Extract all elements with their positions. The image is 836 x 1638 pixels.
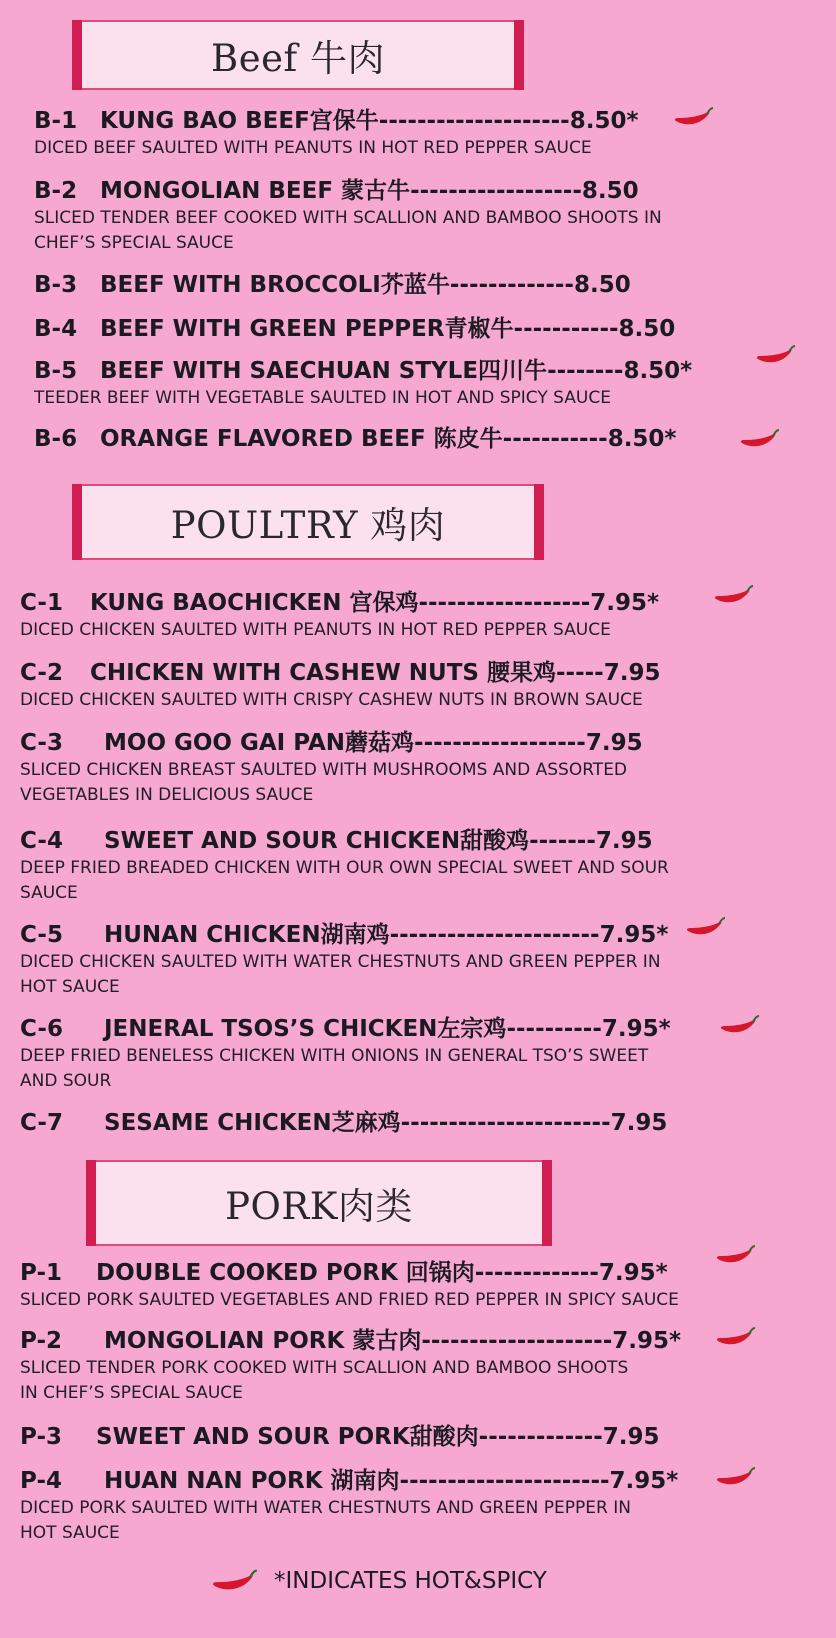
item-leader: ---------------------- <box>399 1468 610 1494</box>
item-leader: ----------- <box>513 316 619 342</box>
item-leader: ----------- <box>502 426 608 452</box>
item-leader: ------------------ <box>414 730 586 756</box>
item-description: DICED CHICKEN SAULTED WITH WATER CHESTNUTS AND GREEN PEPPER IN HOT SAUCE <box>20 952 661 997</box>
item-description: DICED BEEF SAULTED WITH PEANUTS IN HOT RED PEPPER SAUCE <box>34 138 592 158</box>
item-leader: -------------------- <box>421 1328 613 1354</box>
item-leader: ------------------ <box>410 178 582 204</box>
item-code: B-3 <box>34 272 78 298</box>
section-banner-pork <box>86 1160 552 1246</box>
item-price: 8.50* <box>623 358 693 384</box>
item-description: SLICED CHICKEN BREAST SAULTED WITH MUSHROOMS AND ASSORTED VEGETABLES IN DELICIOUS SAUCE <box>20 760 628 805</box>
menu-item-c7 <box>20 1104 667 1137</box>
menu-item-b6 <box>34 420 676 453</box>
item-name: MOO GOO GAI PAN蘑菇鸡 <box>104 730 415 756</box>
item-name: CHICKEN WITH CASHEW NUTS 腰果鸡 <box>90 660 556 686</box>
chili-pepper-icon <box>716 1244 756 1266</box>
item-price: 7.95 <box>602 1424 660 1450</box>
menu-item-b4 <box>34 310 675 343</box>
item-description: SLICED PORK SAULTED VEGETABLES AND FRIED RED PEPPER IN SPICY SAUCE <box>20 1290 679 1310</box>
item-description: DICED CHICKEN SAULTED WITH PEANUTS IN HOT RED PEPPER SAUCE <box>20 620 611 640</box>
menu-item-p1 <box>20 1254 679 1313</box>
item-price: 7.95* <box>598 1260 668 1286</box>
item-name: ORANGE FLAVORED BEEF 陈皮牛 <box>100 426 503 452</box>
item-code: P-3 <box>20 1424 63 1450</box>
item-code: B-1 <box>34 108 78 134</box>
item-code: C-6 <box>20 1016 63 1042</box>
item-price: 8.50 <box>573 272 631 298</box>
item-code: P-2 <box>20 1328 63 1354</box>
section-title-poultry: POULTRY 鸡肉 <box>170 504 446 547</box>
item-leader: ---------- <box>506 1016 602 1042</box>
chili-pepper-icon <box>740 428 780 450</box>
item-price: 8.50* <box>569 108 639 134</box>
menu-item-c1 <box>20 584 659 643</box>
item-price: 7.95 <box>595 828 653 854</box>
section-title-beef: Beef 牛肉 <box>211 37 385 80</box>
item-leader: -------- <box>547 358 624 384</box>
item-price: 7.95* <box>612 1328 682 1354</box>
item-price: 7.95* <box>601 1016 671 1042</box>
item-leader: -------------------- <box>378 108 570 134</box>
item-price: 7.95* <box>609 1468 679 1494</box>
item-code: P-1 <box>20 1260 63 1286</box>
menu-item-c6 <box>20 1010 671 1094</box>
item-name: SWEET AND SOUR PORK甜酸肉 <box>96 1424 479 1450</box>
menu-item-p2 <box>20 1322 681 1406</box>
menu-item-c3 <box>20 724 643 808</box>
item-leader: ------------- <box>478 1424 603 1450</box>
item-code: C-7 <box>20 1110 63 1136</box>
item-name: MONGOLIAN PORK 蒙古肉 <box>104 1328 422 1354</box>
item-name: BEEF WITH GREEN PEPPER青椒牛 <box>100 316 514 342</box>
spicy-legend-text: *INDICATES HOT&SPICY <box>274 1568 547 1594</box>
item-name: SWEET AND SOUR CHICKEN甜酸鸡 <box>104 828 530 854</box>
item-code: B-5 <box>34 358 78 384</box>
item-name: MONGOLIAN BEEF 蒙古牛 <box>100 178 411 204</box>
spicy-legend <box>212 1568 547 1594</box>
menu-item-b2 <box>34 172 662 256</box>
section-banner-poultry <box>72 484 544 560</box>
menu-item-b1 <box>34 102 639 161</box>
chili-pepper-icon <box>212 1568 258 1594</box>
item-name: KUNG BAOCHICKEN 宫保鸡 <box>90 590 419 616</box>
item-leader: ------- <box>529 828 596 854</box>
section-title-pork: PORK肉类 <box>225 1185 413 1228</box>
menu-item-b3 <box>34 266 631 299</box>
item-code: B-6 <box>34 426 78 452</box>
item-code: C-2 <box>20 660 63 686</box>
chili-pepper-icon <box>716 1466 756 1488</box>
item-price: 7.95* <box>599 922 669 948</box>
item-leader: ------------- <box>474 1260 599 1286</box>
item-description: DICED PORK SAULTED WITH WATER CHESTNUTS AND GREEN PEPPER IN HOT SAUCE <box>20 1498 631 1543</box>
item-price: 7.95 <box>603 660 661 686</box>
item-leader: ---------------------- <box>400 1110 611 1136</box>
item-code: C-5 <box>20 922 63 948</box>
item-name: HUNAN CHICKEN湖南鸡 <box>104 922 390 948</box>
item-name: BEEF WITH SAECHUAN STYLE四川牛 <box>100 358 548 384</box>
item-price: 7.95 <box>610 1110 668 1136</box>
menu-item-c2 <box>20 654 660 713</box>
menu-item-c5 <box>20 916 668 1000</box>
item-price: 8.50 <box>581 178 639 204</box>
item-name: BEEF WITH BROCCOLI芥蓝牛 <box>100 272 450 298</box>
item-name: KUNG BAO BEEF宫保牛 <box>100 108 379 134</box>
item-leader: ------------- <box>449 272 574 298</box>
item-name: SESAME CHICKEN芝麻鸡 <box>104 1110 401 1136</box>
item-description: DICED CHICKEN SAULTED WITH CRISPY CASHEW NUTS IN BROWN SAUCE <box>20 690 643 710</box>
chili-pepper-icon <box>716 1326 756 1348</box>
menu-item-b5 <box>34 352 692 411</box>
chili-pepper-icon <box>686 916 726 938</box>
item-leader: ---------------------- <box>389 922 600 948</box>
section-banner-beef <box>72 20 524 90</box>
item-name: JENERAL TSOS’S CHICKEN左宗鸡 <box>104 1016 507 1042</box>
item-code: C-4 <box>20 828 63 854</box>
menu-item-p3 <box>20 1418 660 1451</box>
item-description: SLICED TENDER BEEF COOKED WITH SCALLION AND BAMBOO SHOOTS IN CHEF’S SPECIAL SAUCE <box>34 208 662 253</box>
chili-pepper-icon <box>714 584 754 606</box>
item-description: DEEP FRIED BREADED CHICKEN WITH OUR OWN SPECIAL SWEET AND SOUR SAUCE <box>20 858 669 903</box>
item-price: 7.95 <box>585 730 643 756</box>
item-price: 7.95* <box>590 590 660 616</box>
item-code: C-1 <box>20 590 63 616</box>
item-description: TEEDER BEEF WITH VEGETABLE SAULTED IN HOT AND SPICY SAUCE <box>34 388 611 408</box>
item-code: P-4 <box>20 1468 63 1494</box>
item-price: 8.50 <box>618 316 676 342</box>
item-name: HUAN NAN PORK 湖南肉 <box>104 1468 400 1494</box>
chili-pepper-icon <box>720 1014 760 1036</box>
item-code: B-2 <box>34 178 78 204</box>
menu-item-p4 <box>20 1462 678 1546</box>
chili-pepper-icon <box>674 106 714 128</box>
item-code: C-3 <box>20 730 63 756</box>
item-price: 8.50* <box>607 426 677 452</box>
item-description: SLICED TENDER PORK COOKED WITH SCALLION AND BAMBOO SHOOTS IN CHEF’S SPECIAL SAUCE <box>20 1358 629 1403</box>
item-leader: ----- <box>556 660 604 686</box>
item-name: DOUBLE COOKED PORK 回锅肉 <box>96 1260 475 1286</box>
item-code: B-4 <box>34 316 78 342</box>
menu-item-c4 <box>20 822 669 906</box>
item-description: DEEP FRIED BENELESS CHICKEN WITH ONIONS IN GENERAL TSO’S SWEET AND SOUR <box>20 1046 649 1091</box>
chili-pepper-icon <box>756 344 796 366</box>
item-leader: ------------------ <box>418 590 591 616</box>
